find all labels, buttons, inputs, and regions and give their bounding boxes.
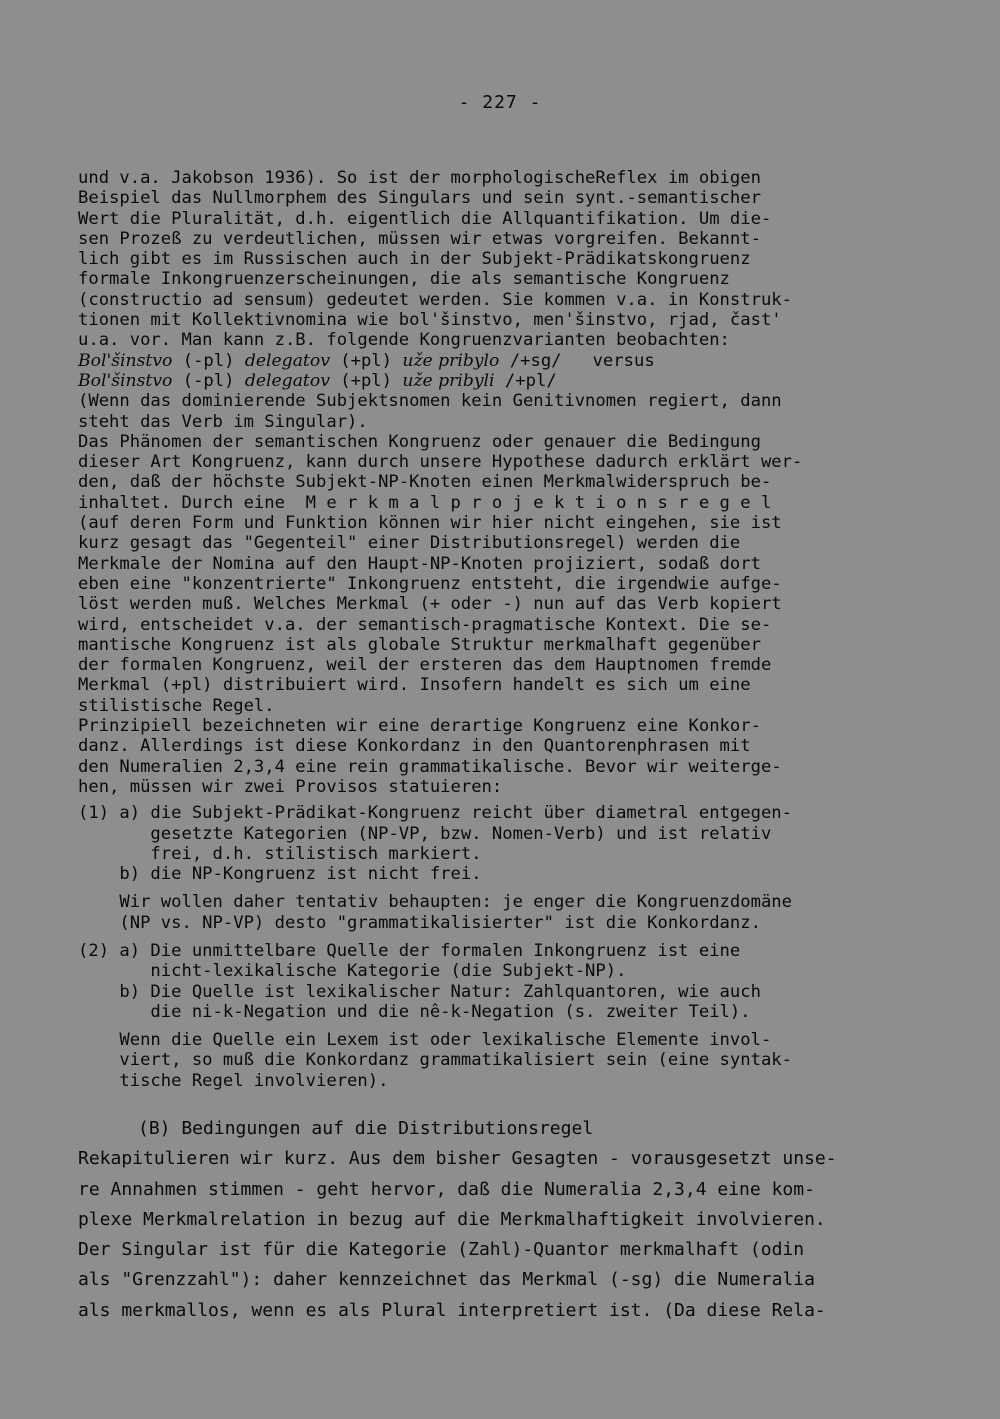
- example-feature: (+pl): [340, 350, 393, 371]
- text-line: den, daß der höchste Subjekt-NP-Knoten einen Merkmalwiderspruch be-: [78, 472, 772, 493]
- example-genitive: delegatov: [244, 370, 330, 391]
- text-line: inhaltet. Durch eine M e r k m a l p r o j e k t i o n s r e g e l: [78, 492, 772, 513]
- text-line: eben eine "konzentrierte" Inkongruenz entsteht, die irgendwie aufge-: [78, 573, 782, 594]
- text-line: (constructio ad sensum) gedeutet werden. Sie kommen v.a. in Konstruk-: [78, 289, 792, 310]
- example-line-1: [78, 351, 928, 371]
- text-line: lich gibt es im Russischen auch in der Subjekt-Prädikatskongruenz: [78, 249, 751, 270]
- list-note: Wenn die Quelle ein Lexem ist oder lexikalische Elemente invol-: [78, 1030, 772, 1051]
- list-note: Wir wollen daher tentativ behaupten: je enger die Kongruenzdomäne: [78, 892, 792, 913]
- text-line: u.a. vor. Man kann z.B. folgende Kongruenzvarianten beobachten:: [78, 330, 730, 351]
- list-note: (NP vs. NP-VP) desto "grammatikalisierter" ist die Konkordanz.: [78, 912, 761, 933]
- text-line: stilistische Regel.: [78, 695, 275, 716]
- text-line: tionen mit Kollektivnomina wie bol'šinstvo, men'šinstvo, rjad, čast': [78, 310, 782, 331]
- example-genitive: delegatov: [244, 350, 330, 371]
- text-line: löst werden muß. Welches Merkmal (+ oder -) nun auf das Verb kopiert: [78, 594, 782, 615]
- text-line: steht das Verb im Singular).: [78, 411, 368, 432]
- section-heading: (B) Bedingungen auf die Distributionsregel: [138, 1118, 594, 1139]
- text-line: kurz gesagt das "Gegenteil" einer Distributionsregel) werden die: [78, 533, 741, 554]
- main-text-block: [78, 168, 928, 1091]
- list-note: viert, so muß die Konkordanz grammatikalisiert sein (eine syntak-: [78, 1050, 792, 1071]
- text-line: sen Prozeß zu verdeutlichen, müssen wir etwas vorgreifen. Bekannt-: [78, 228, 761, 249]
- example-feature: (+pl): [340, 370, 393, 391]
- example-line-2: [78, 371, 928, 391]
- example-subject: Bol'šinstvo: [78, 350, 173, 371]
- list-item: gesetzte Kategorien (NP-VP, bzw. Nomen-Verb) und ist relativ: [78, 823, 772, 844]
- list-item: die ni-k-Negation und die nê-k-Negation (s. zweiter Teil).: [78, 1001, 751, 1022]
- text-line: wird, entscheidet v.a. der semantisch-pragmatische Kontext. Die se-: [78, 614, 772, 635]
- list-item: b) die NP-Kongruenz ist nicht frei.: [78, 864, 482, 885]
- text-line: hen, müssen wir zwei Provisos statuieren:: [78, 776, 503, 797]
- text-line: der formalen Kongruenz, weil der ersteren das dem Hauptnomen fremde: [78, 655, 772, 676]
- example-feature: (-pl): [182, 350, 235, 371]
- text-line: re Annahmen stimmen - geht hervor, daß die Numeralia 2,3,4 eine kom-: [78, 1178, 815, 1200]
- text-line: Rekapitulieren wir kurz. Aus dem bisher Gesagten - vorausgesetzt unse-: [78, 1148, 837, 1170]
- text-line: Merkmale der Nomina auf den Haupt-NP-Knoten projiziert, sodaß dort: [78, 553, 761, 574]
- example-subject: Bol'šinstvo: [78, 370, 173, 391]
- text-line: mantische Kongruenz ist als globale Struktur merkmalhaft gegenüber: [78, 634, 761, 655]
- example-verb: uže pribylo: [402, 350, 500, 371]
- example-connector: versus: [592, 350, 655, 371]
- text-line: als merkmallos, wenn es als Plural interpretiert ist. (Da diese Rela-: [78, 1299, 826, 1321]
- page-number: - 227 -: [458, 92, 542, 113]
- text-line: (auf deren Form und Funktion können wir hier nicht eingehen, sie ist: [78, 513, 782, 534]
- example-feature: (-pl): [182, 370, 235, 391]
- list-item: b) Die Quelle ist lexikalischer Natur: Zahlquantoren, wie auch: [78, 981, 761, 1002]
- text-line: und v.a. Jakobson 1936). So ist der morphologischeReflex im obigen: [78, 168, 761, 188]
- text-line: formale Inkongruenzerscheinungen, die als semantische Kongruenz: [78, 269, 730, 290]
- section-b: [78, 1114, 928, 1326]
- text-line: den Numeralien 2,3,4 eine rein grammatikalische. Bevor wir weiterge-: [78, 756, 782, 777]
- list-item: nicht-lexikalische Kategorie (die Subjekt-NP).: [78, 961, 627, 982]
- text-line: Beispiel das Nullmorphem des Singulars und sein synt.-semantischer: [78, 188, 761, 209]
- example-feature: /+pl/: [504, 370, 557, 391]
- list-item: frei, d.h. stilistisch markiert.: [78, 843, 482, 864]
- text-line: plexe Merkmalrelation in bezug auf die Merkmalhaftigkeit involvieren.: [78, 1208, 826, 1230]
- list-note: tische Regel involvieren).: [78, 1070, 389, 1091]
- example-feature: /+sg/: [509, 350, 562, 371]
- text-line: (Wenn das dominierende Subjektsnomen kein Genitivnomen regiert, dann: [78, 391, 782, 412]
- text-line: Wert die Pluralität, d.h. eigentlich die Allquantifikation. Um die-: [78, 208, 772, 229]
- example-verb: uže pribyli: [402, 370, 495, 391]
- text-line: Merkmal (+pl) distribuiert wird. Insofern handelt es sich um eine: [78, 675, 751, 696]
- text-line: danz. Allerdings ist diese Konkordanz in den Quantorenphrasen mit: [78, 736, 751, 757]
- text-line: Prinzipiell bezeichneten wir eine derartige Kongruenz eine Konkor-: [78, 716, 761, 737]
- text-line: Der Singular ist für die Kategorie (Zahl)-Quantor merkmalhaft (odin: [78, 1239, 805, 1261]
- text-line: Das Phänomen der semantischen Kongruenz oder genauer die Bedingung: [78, 431, 761, 452]
- list-item: (2) a) Die unmittelbare Quelle der formalen Inkongruenz ist eine: [78, 940, 741, 961]
- text-line: dieser Art Kongruenz, kann durch unsere Hypothese dadurch erklärt wer-: [78, 452, 803, 473]
- list-item: (1) a) die Subjekt-Prädikat-Kongruenz reicht über diametral entgegen-: [78, 803, 792, 824]
- text-line: als "Grenzzahl"): daher kennzeichnet das Merkmal (-sg) die Numeralia: [78, 1269, 815, 1291]
